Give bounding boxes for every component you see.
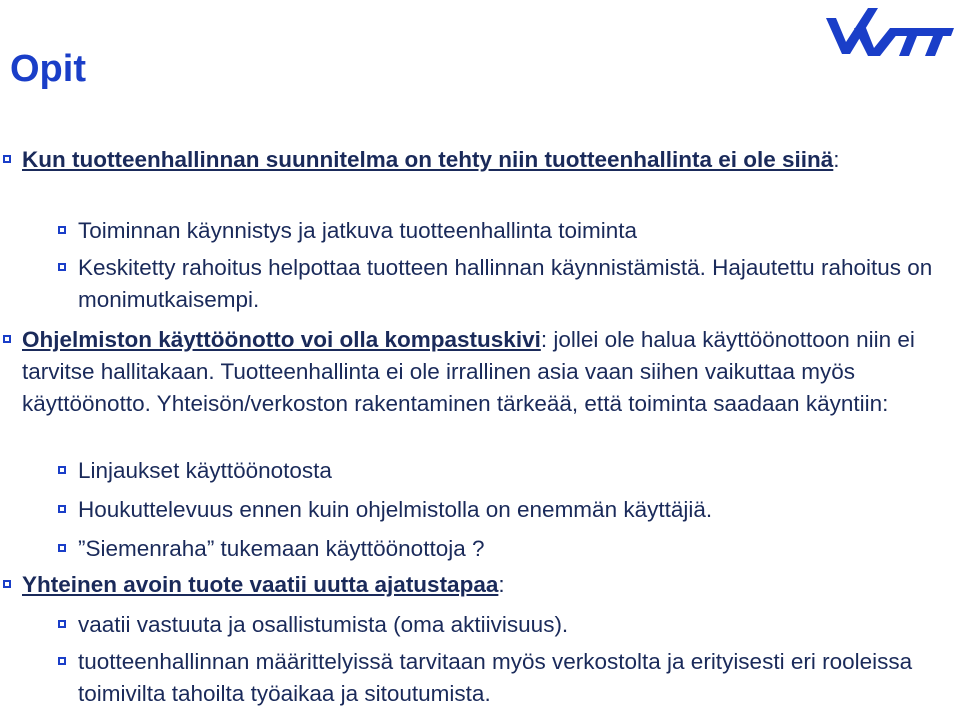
bullet-icon <box>3 335 11 343</box>
sub-bullet-item: Toiminnan käynnistys ja jatkuva tuotteenhallinta toiminta <box>78 218 638 243</box>
bullet-item-2: Ohjelmiston käyttöönotto voi olla kompastuskivi: jollei ole halua käyttöönottoon niin ei tarvitse hallitakaan. Tuotteenhallinta ei ole irrallinen asia vaan siihen vaikuttaa myös käyttöönotto. Yhteisön/verkoston rakentaminen tärkeää, että toiminta saadaan käyntiin: <box>22 327 915 416</box>
bullet-item-1: Kun tuotteenhallinnan suunnitelma on tehty niin tuotteenhallinta ei ole siinä: <box>22 147 840 172</box>
bullet-icon <box>3 580 11 588</box>
bullet-icon <box>58 544 66 552</box>
sub-bullet-item: Linjaukset käyttöönotosta <box>78 458 332 483</box>
sub-bullet-item: Keskitetty rahoitus helpottaa tuotteen hallinnan käynnistämistä. Hajautettu rahoitus on monimutkaisempi. <box>78 255 933 312</box>
bullet-icon <box>58 505 66 513</box>
bullet-icon <box>58 620 66 628</box>
bullet-icon <box>58 657 66 665</box>
sub-bullet-item: tuotteenhallinnan määrittelyissä tarvitaan myös verkostolta ja erityisesti eri rooleissa toimivilta tahoilta työaikaa ja sitoutumista. <box>78 649 913 706</box>
sub-bullet-item: Houkuttelevuus ennen kuin ohjelmistolla on enemmän käyttäjiä. <box>78 497 713 522</box>
page-title: Opit <box>10 48 86 90</box>
bullet-icon <box>58 263 66 271</box>
vtt-logo <box>824 2 956 66</box>
bullet-item-3: Yhteinen avoin tuote vaatii uutta ajatustapaa: <box>22 572 505 597</box>
bullet-icon <box>3 155 11 163</box>
sub-bullet-item: ”Siemenraha” tukemaan käyttöönottoja ? <box>78 536 485 561</box>
bullet-icon <box>58 466 66 474</box>
bullet-icon <box>58 226 66 234</box>
sub-bullet-item: vaatii vastuuta ja osallistumista (oma aktiivisuus). <box>78 612 569 637</box>
